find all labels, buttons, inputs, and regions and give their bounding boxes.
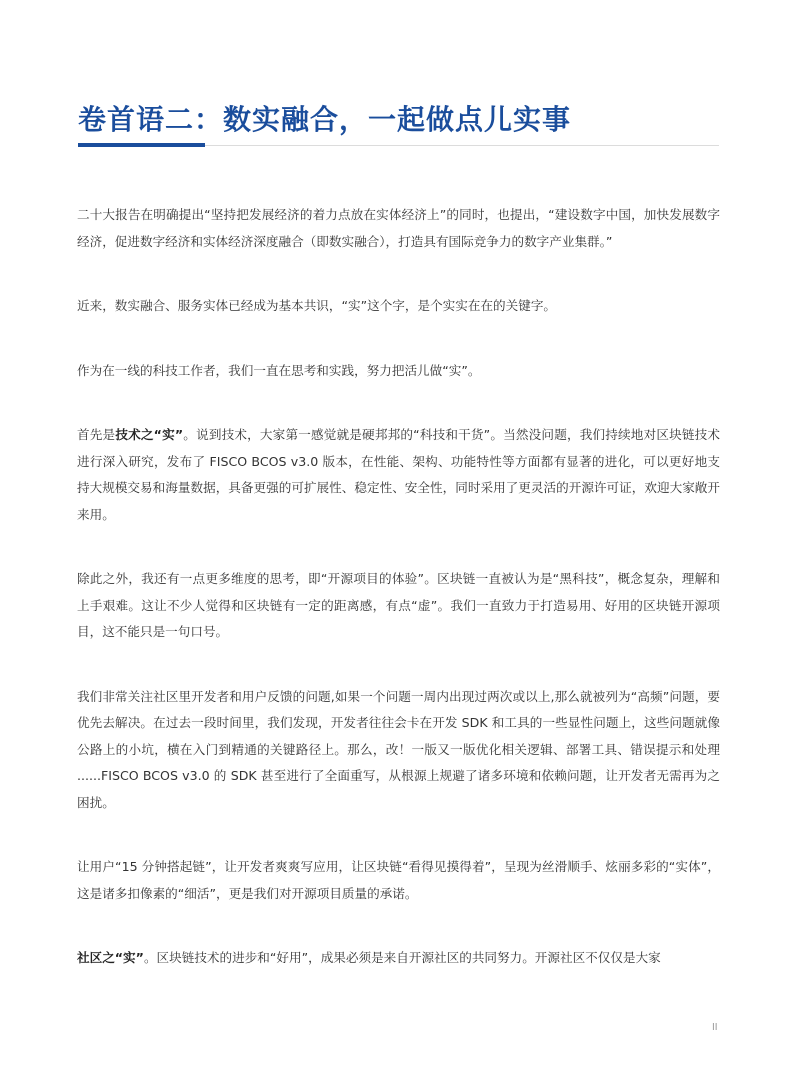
paragraph: 社区之“实”。区块链技术的进步和“好用”，成果必须是来自开源社区的共同努力。开源社区不仅仅是大家 [77, 950, 661, 965]
title-accent-bar [78, 143, 205, 147]
page-title: 卷首语二：数实融合，一起做点儿实事 [78, 103, 572, 136]
paragraph: 首先是技术之“实”。说到技术，大家第一感觉就是硬邦邦的“科技和干货”。当然没问题，我们持续地对区块链技术进行深入研究，发布了 FISCO BCOS v3.0 版本，在性能、架构、功能特性等方面都有显著的进化，可以更好地支持大规模交易和海量数据，具备更强的可扩展性、稳定性、安全性，同时采用了更灵活的开源许可证，欢迎大家敞开来用。 [77, 427, 721, 522]
paragraph: 除此之外，我还有一点更多维度的思考，即“开源项目的体验”。区块链一直被认为是“黑科技”，概念复杂，理解和上手艰难。这让不少人觉得和区块链有一定的距离感，有点“虚”。我们一直致力于打造易用、好用的区块链开源项目，这不能只是一句口号。 [77, 571, 720, 639]
paragraph: 我们非常关注社区里开发者和用户反馈的问题,如果一个问题一周内出现过两次或以上,那么就被列为“高频”问题，要优先去解决。在过去一段时间里，我们发现，开发者往往会卡在开发 SDK 和工具的一些显性问题上，这些问题就像公路上的小坑，横在入门到精通的关键路径上。那么，改！一版又一版优化相关逻辑、部署工具、错误提示和处理 ......FISCO BCOS v3.0 的 SDK 甚至进行了全面重写，从根源上规避了诸多环境和依赖问题，让开发者无需再为之困扰。 [77, 688, 720, 810]
paragraph: 近来，数实融合、服务实体已经成为基本共识，“实”这个字，是个实实在在的关键字。 [77, 298, 557, 313]
paragraph: 让用户“15 分钟搭起链”，让开发者爽爽写应用，让区块链“看得见摸得着”，呈现为丝滑顺手、炫丽多彩的“实体”，这是诸多扣像素的“细活”，更是我们对开源项目质量的承诺。 [77, 859, 720, 901]
bold-keyword: 技术之“实” [115, 427, 184, 442]
paragraph: 作为在一线的科技工作者，我们一直在思考和实践，努力把活儿做“实”。 [77, 362, 481, 378]
paragraph: 二十大报告在明确提出“坚持把发展经济的着力点放在实体经济上”的同时，也提出，“建设数字中国，加快发展数字经济，促进数字经济和实体经济深度融合（即数实融合），打造具有国际竞争力的数字产业集群。” [77, 207, 720, 249]
article-body [77, 202, 720, 1010]
page-number: II [712, 1022, 718, 1033]
bold-keyword: 社区之“实” [77, 950, 144, 965]
